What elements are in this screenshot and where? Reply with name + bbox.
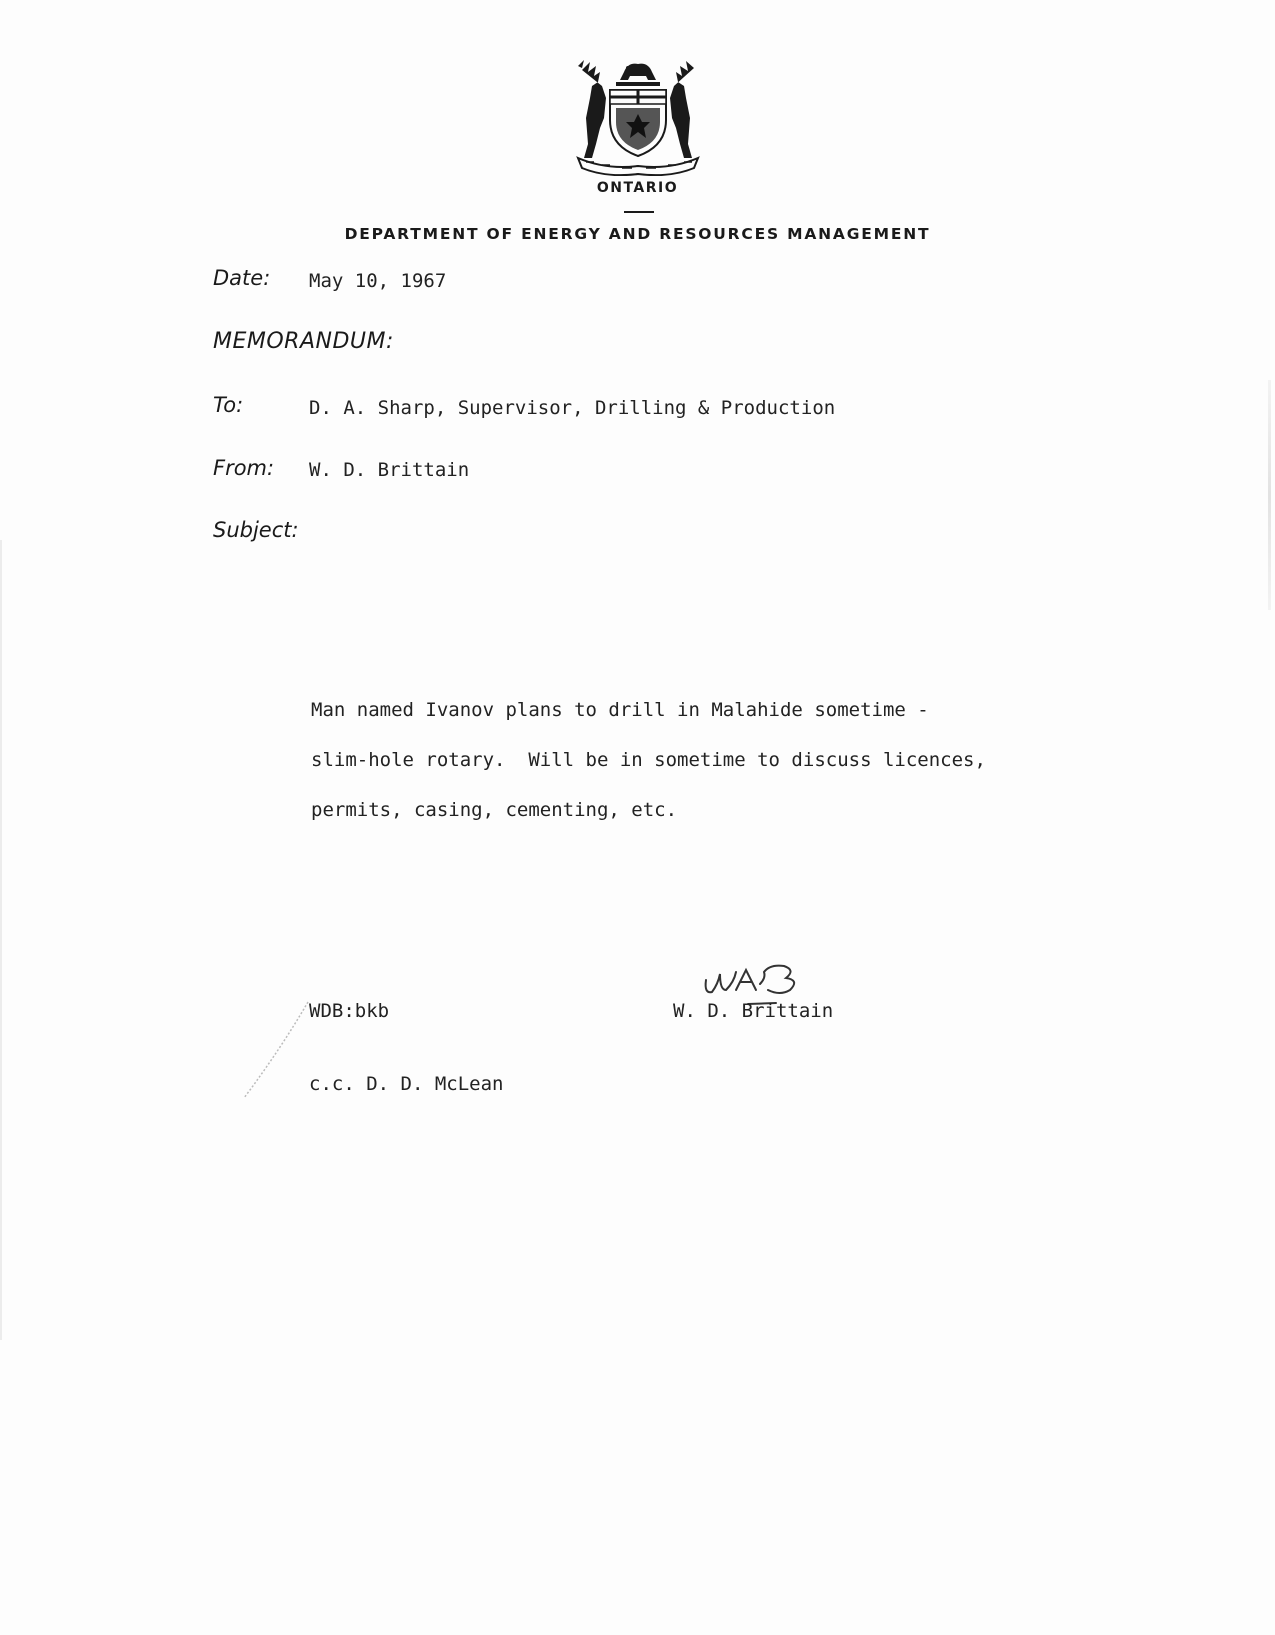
memorandum-title: MEMORANDUM: xyxy=(213,329,394,354)
memo-body xyxy=(311,685,986,835)
scan-edge-right xyxy=(1268,380,1271,610)
body-line: slim-hole rotary. Will be in sometime to discuss licences, xyxy=(311,749,986,771)
to-label: To: xyxy=(213,393,244,417)
body-line: Man named Ivanov plans to drill in Malahide sometime - xyxy=(311,699,929,721)
to-value: D. A. Sharp, Supervisor, Drilling & Production xyxy=(309,397,836,419)
subject-label: Subject: xyxy=(213,518,299,542)
carbon-copy: c.c. D. D. McLean xyxy=(309,1073,504,1095)
date-label: Date: xyxy=(213,266,271,290)
ontario-coat-of-arms-icon xyxy=(576,58,700,176)
from-value: W. D. Brittain xyxy=(309,459,470,481)
scan-edge-left xyxy=(0,540,2,1340)
from-label: From: xyxy=(213,456,275,480)
province-name: ONTARIO xyxy=(596,180,679,196)
date-value: May 10, 1967 xyxy=(309,270,447,292)
body-line: permits, casing, cementing, etc. xyxy=(311,799,678,821)
department-name: DEPARTMENT OF ENERGY AND RESOURCES MANAGEMENT xyxy=(344,225,931,243)
reference-initials: WDB:bkb xyxy=(309,1000,390,1022)
signatory-name: W. D. Brittain xyxy=(673,1000,834,1022)
pencil-mark xyxy=(240,1000,310,1100)
header-divider xyxy=(624,211,654,213)
